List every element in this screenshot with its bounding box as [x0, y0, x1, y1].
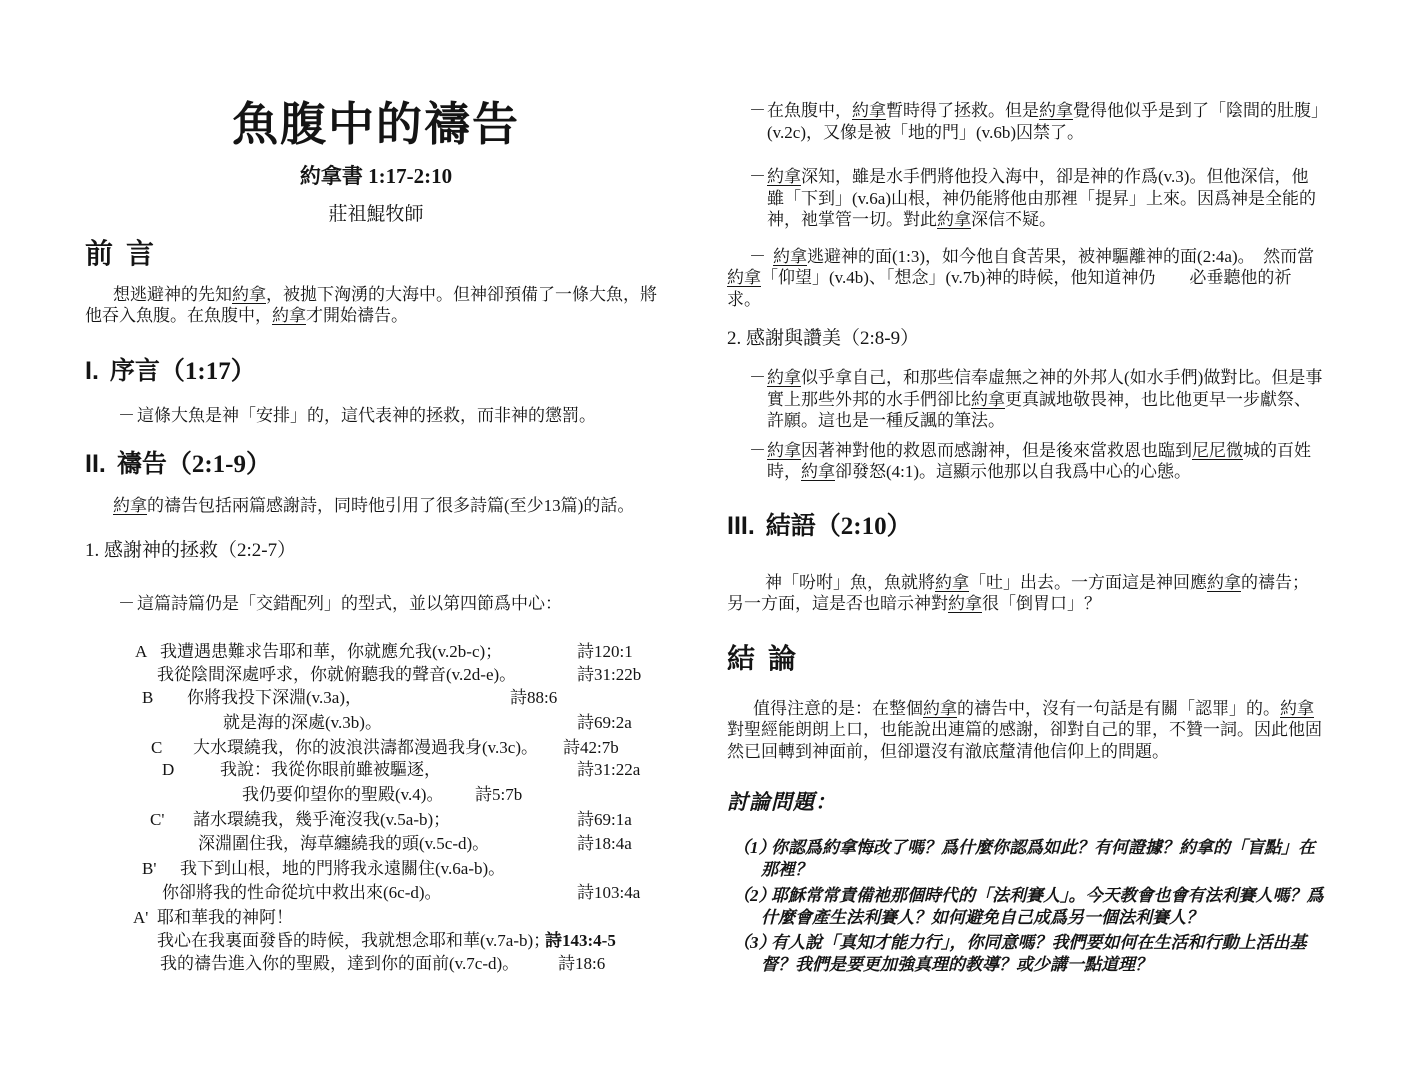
chiasm-row [85, 930, 667, 952]
section-2-point-3 [727, 246, 1324, 311]
chiasm-row [85, 882, 667, 904]
chiasm-row [85, 664, 667, 686]
chiasm-letter: D [162, 760, 175, 780]
psalm-ref: 詩18:6 [558, 954, 606, 974]
bullet-dash-icon: － [749, 246, 766, 266]
chiasm-letter: B [142, 688, 154, 708]
chiasm-structure [85, 641, 667, 977]
bullet-text: 約拿似乎拿自己，和那些信奉虛無之神的外邦人(如水手們)做對比。但是事實上那些外邦的水手們卻比約拿更真誠地敬畏神，也比他更早一步獻祭、許願。這也是一種反諷的筆法。 [767, 368, 1323, 430]
psalm-ref: 詩69:1a [577, 810, 632, 830]
bullet-dash-icon: － [749, 368, 766, 387]
bullet-text: 在魚腹中，約拿暫時得了拯救。但是約拿覺得他似乎是到了「陰間的肚腹」(v.2c)，又像是被「地的門」(v.6b)囚禁了。 [767, 101, 1320, 142]
chiasm-row [85, 907, 667, 929]
question-text: 你認爲約拿悔改了嗎？爲什麼你認爲如此？有何證據？約拿的「盲點」在那裡？ [761, 838, 1315, 879]
chiasm-line: 我下到山根，地的門將我永遠關住(v.6a-b)。 [180, 859, 506, 879]
section-2-number: II. [85, 450, 106, 479]
chiasm-line: 就是海的深處(v.3b)。 [223, 713, 382, 733]
bullet-text: 這篇詩篇仍是「交錯配列」的型式，並以第四節爲中心： [137, 593, 562, 613]
discussion-question-3 [727, 932, 1324, 975]
question-number: （2） [733, 886, 776, 905]
bullet-text: 約拿因著神對他的救恩而感謝神，但是後來當救恩也臨到尼尼微城的百姓時，約拿卻發怒(4:1)。這顯示他那以自我爲中心的心態。 [767, 440, 1311, 481]
discussion-question-1 [727, 837, 1324, 880]
discussion-question-2 [727, 885, 1324, 928]
chiasm-row [85, 953, 667, 975]
discussion-heading: 討論問題： [727, 790, 837, 814]
subsection-2-point-2 [727, 440, 1324, 483]
chiasm-row [85, 759, 667, 781]
conclusion-paragraph: 值得注意的是：在整個約拿的禱告中，沒有一句話是有關「認罪」的。約拿對聖經能朗朗上口，也能說出連篇的感謝，卻對自己的罪，不贊一詞。因此他固然已回轉到神面前，但卻還沒有澈底釐清他信仰上的問題。 [727, 698, 1322, 761]
psalm-ref: 詩143:4-5 [545, 931, 616, 951]
question-number: （3） [733, 933, 776, 952]
chiasm-letter: C' [150, 810, 165, 830]
subsection-2-point-1 [727, 367, 1324, 432]
chiasm-line: 我遭遇患難求告耶和華，你就應允我(v.2b-c)； [160, 642, 503, 662]
psalm-ref: 詩5:7b [475, 785, 523, 805]
psalm-ref: 詩31:22a [577, 760, 641, 780]
subsection-1-bullet [85, 593, 667, 615]
conclusion-heading: 結 論 [727, 643, 800, 675]
chiasm-row [85, 737, 667, 759]
bullet-dash-icon: － [749, 440, 766, 460]
subsection-2-heading: 2. 感謝與讚美（2:8-9） [727, 328, 920, 349]
chiasm-line: 深淵圍住我，海草纏繞我的頭(v.5c-d)。 [198, 834, 490, 854]
scripture-reference-subtitle: 約拿書 1:17-2:10 [299, 163, 453, 188]
section-2-title: 禱告（2:1-9） [116, 451, 271, 479]
chiasm-line: 你卻將我的性命從坑中救出來(6c-d)。 [162, 883, 442, 903]
chiasm-letter: A' [133, 908, 149, 928]
chiasm-letter: A [135, 642, 148, 662]
psalm-ref: 詩69:2a [577, 713, 632, 733]
section-3-paragraph: 神「吩咐」魚，魚就將約拿「吐」出去。一方面這是神回應約拿的禱告；另一方面，這是否也暗示神對約拿很「倒胃口」？ [727, 572, 1309, 613]
chiasm-row [85, 809, 667, 831]
psalm-ref: 詩31:22b [577, 665, 642, 685]
chiasm-row [85, 641, 667, 663]
chiasm-row [85, 687, 667, 709]
chiasm-line: 我說：我從你眼前雖被驅逐， [220, 760, 441, 780]
section-3-title: 結語（2:10） [765, 512, 912, 540]
section-1-title: 序言（1:17） [109, 357, 256, 385]
page-title: 魚腹中的禱告 [232, 99, 520, 150]
section-1-number: I. [85, 356, 99, 385]
preface-heading: 前 言 [85, 238, 158, 270]
chiasm-row [85, 784, 667, 806]
question-text: 有人說「真知才能力行」，你同意嗎？我們要如何在生活和行動上活出基督？我們是要更加強真理的教導？或少講一點道理？ [761, 933, 1307, 974]
chiasm-line: 我仍要仰望你的聖殿(v.4)。 [242, 785, 444, 805]
bullet-dash-icon: － [749, 101, 766, 120]
psalm-ref: 詩18:4a [577, 834, 632, 854]
bullet-dash-icon: － [749, 167, 766, 186]
chiasm-row [85, 712, 667, 734]
chiasm-line: 我從陰間深處呼求，你就俯聽我的聲音(v.2d-e)。 [157, 665, 517, 685]
bullet-text: 這條大魚是神「安排」的，這代表神的拯救，而非神的懲罰。 [137, 405, 596, 425]
author-line: 莊祖鯤牧師 [328, 203, 424, 225]
chiasm-line: 耶和華我的神阿！ [157, 908, 293, 928]
preface-paragraph: 想逃避神的先知約拿，被拋下洶湧的大海中。但神卻預備了一條大魚，將他吞入魚腹。在魚腹中，約拿才開始禱告。 [85, 284, 657, 326]
psalm-ref: 詩103:4a [577, 883, 641, 903]
section-2-heading [85, 449, 667, 480]
chiasm-line: 我心在我裏面發昏的時候，我就想念耶和華(v.7a-b)； [157, 931, 551, 951]
question-text: 耶穌常常責備祂那個時代的「法利賽人」。今天教會也會有法利賽人嗎？爲什麼會產生法利賽人？如何避免自己成爲另一個法利賽人？ [761, 886, 1324, 927]
chiasm-row [85, 858, 667, 880]
left-column [85, 0, 667, 977]
chiasm-line: 我的禱告進入你的聖殿，達到你的面前(v.7c-d)。 [160, 954, 520, 974]
section-3-heading [727, 511, 1324, 542]
psalm-ref: 詩42:7b [563, 738, 619, 758]
section-1-heading [85, 356, 667, 387]
chiasm-line: 你將我投下深淵(v.3a)， [187, 688, 363, 708]
bullet-text: 約拿深知，雖是水手們將他投入海中，卻是神的作爲(v.3)。但他深信，他雖「下到」(v.6a)山根，神仍能將他由那裡「提昇」上來。因爲神是全能的神，祂掌管一切。對此約拿深信不疑。 [767, 167, 1317, 229]
question-number: （1） [733, 838, 776, 857]
bullet-dash-icon: － [118, 405, 135, 425]
section-2-point-2 [727, 166, 1324, 231]
chiasm-row [85, 833, 667, 855]
section-2-point-1 [727, 100, 1324, 143]
section-3-number: III. [727, 511, 755, 540]
bullet-text: 約拿逃避神的面(1:3)，如今他自食苦果，被神驅離神的面(2:4a)。 然而當約拿「仰望」(v.4b)、「想念」(v.7b)神的時候，他知道神仍 必垂聽他的祈求。 [727, 246, 1315, 309]
right-column [727, 0, 1324, 975]
chiasm-line: 諸水環繞我，幾乎淹沒我(v.5a-b)； [193, 810, 451, 830]
chiasm-letter: C [151, 738, 163, 758]
psalm-ref: 詩120:1 [577, 642, 633, 662]
subsection-1-heading: 1. 感謝神的拯救（2:2-7） [85, 539, 297, 561]
psalm-ref: 詩88:6 [510, 688, 558, 708]
section-2-paragraph: 約拿的禱告包括兩篇感謝詩，同時他引用了很多詩篇(至少13篇)的話。 [113, 496, 635, 516]
section-1-bullet [85, 405, 667, 427]
bullet-dash-icon: － [118, 593, 135, 613]
chiasm-letter: B' [142, 859, 157, 879]
chiasm-line: 大水環繞我，你的波浪洪濤都漫過我身(v.3c)。 [193, 738, 539, 758]
